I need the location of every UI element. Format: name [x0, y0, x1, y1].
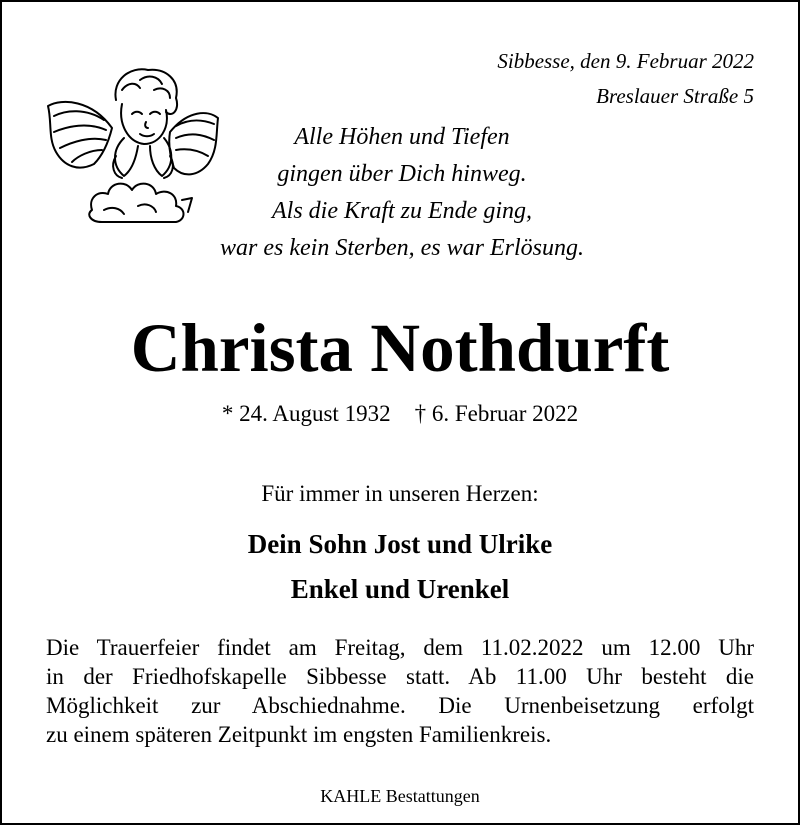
ceremony-info [46, 633, 754, 749]
ceremony-line: Die Trauerfeier findet am Freitag, dem 11.02.2022 um 12.00 Uhr [46, 635, 754, 660]
life-dates [2, 399, 798, 429]
mourners [2, 522, 798, 612]
place-date: Sibbesse, den 9. Februar 2022 [497, 49, 754, 73]
verse-line: gingen über Dich hinweg. [277, 161, 527, 187]
verse [162, 119, 642, 267]
verse-line: Als die Kraft zu Ende ging, [272, 198, 532, 224]
mourners-intro: Für immer in unseren Herzen: [261, 481, 539, 506]
mourners-line: Enkel und Urenkel [290, 574, 510, 604]
verse-line: Alle Höhen und Tiefen [294, 124, 510, 150]
deceased-name: Christa Nothdurft [130, 310, 670, 386]
place-date-block [497, 44, 754, 114]
ceremony-line: in der Friedhofskapelle Sibbesse statt. Ab 11.00 Uhr besteht die [46, 664, 754, 689]
birth-date: * 24. August 1932 [221, 401, 391, 426]
ceremony-line: zu einem späteren Zeitpunkt im engsten Familienkreis. [46, 722, 552, 747]
death-date: † 6. Februar 2022 [414, 401, 579, 426]
address: Breslauer Straße 5 [596, 84, 754, 108]
undertaker: KAHLE Bestattungen [320, 786, 480, 806]
ceremony-line: Möglichkeit zur Abschiednahme. Die Urnenbeisetzung erfolgt [46, 693, 754, 718]
verse-line: war es kein Sterben, es war Erlösung. [220, 235, 584, 261]
mourners-line: Dein Sohn Jost und Ulrike [247, 529, 553, 559]
